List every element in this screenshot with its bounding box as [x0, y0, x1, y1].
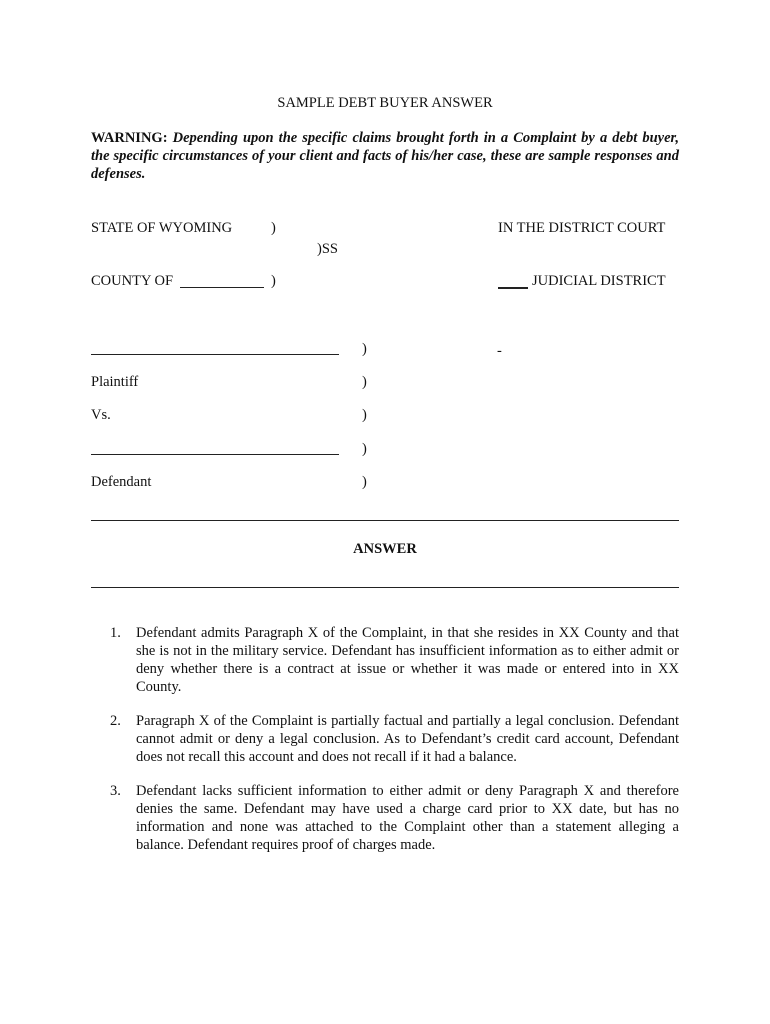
list-item	[110, 624, 679, 696]
item-number: 3.	[110, 783, 121, 799]
district-label: JUDICIAL DISTRICT	[532, 273, 666, 289]
list-item	[110, 782, 679, 854]
document-title: SAMPLE DEBT BUYER ANSWER	[277, 95, 493, 111]
answer-list	[110, 624, 679, 870]
caption-paren: )	[271, 220, 276, 236]
caption-paren: )	[362, 441, 367, 457]
item-number: 1.	[110, 625, 121, 641]
list-item	[110, 712, 679, 766]
state-label: STATE OF WYOMING	[91, 220, 233, 236]
county-blank	[180, 287, 264, 288]
caption-paren: )	[362, 474, 367, 490]
ss-label: )SS	[317, 241, 338, 257]
caption-paren: )	[362, 407, 367, 423]
item-text: Paragraph X of the Complaint is partially factual and partially a legal conclusion. Defendant cannot admit or deny a legal conclusion. As to Defendant’s credit card account, Defendant does not recall this account and does not recall if it had a balance.	[136, 713, 679, 765]
divider-bottom	[91, 587, 679, 588]
divider-top	[91, 520, 679, 521]
defendant-name-blank	[91, 454, 339, 455]
warning-paragraph	[91, 129, 679, 183]
plaintiff-name-blank	[91, 354, 339, 355]
court-label: IN THE DISTRICT COURT	[498, 220, 666, 236]
county-label: COUNTY OF	[91, 273, 174, 289]
warning-text: Depending upon the specific claims brought forth in a Complaint by a debt buyer, the specific circumstances of your client and facts of his/her case, these are sample responses and defenses.	[91, 130, 679, 182]
answer-heading: ANSWER	[353, 541, 417, 557]
district-number-blank	[498, 287, 528, 289]
defendant-label: Defendant	[91, 474, 152, 490]
warning-label: WARNING:	[91, 130, 168, 146]
item-text: Defendant admits Paragraph X of the Complaint, in that she resides in XX County and that she is not in the military service. Defendant has insufficient information as to either admit or deny whether there is a contract at issue or whether it was made or entered into in XX County.	[136, 625, 679, 695]
item-text: Defendant lacks sufficient information to either admit or deny Paragraph X and therefore denies the same. Defendant may have used a charge card prior to XX date, but has no information and none was attached to the Complaint other than a statement alleging a balance. Defendant requires proof of charges made.	[136, 783, 679, 853]
caption-paren: )	[362, 374, 367, 390]
caption-paren: )	[271, 273, 276, 289]
item-number: 2.	[110, 713, 121, 729]
caption-paren: )	[362, 341, 367, 357]
vs-label: Vs.	[91, 407, 111, 423]
plaintiff-label: Plaintiff	[91, 374, 139, 390]
case-number-dash: -	[497, 343, 502, 359]
